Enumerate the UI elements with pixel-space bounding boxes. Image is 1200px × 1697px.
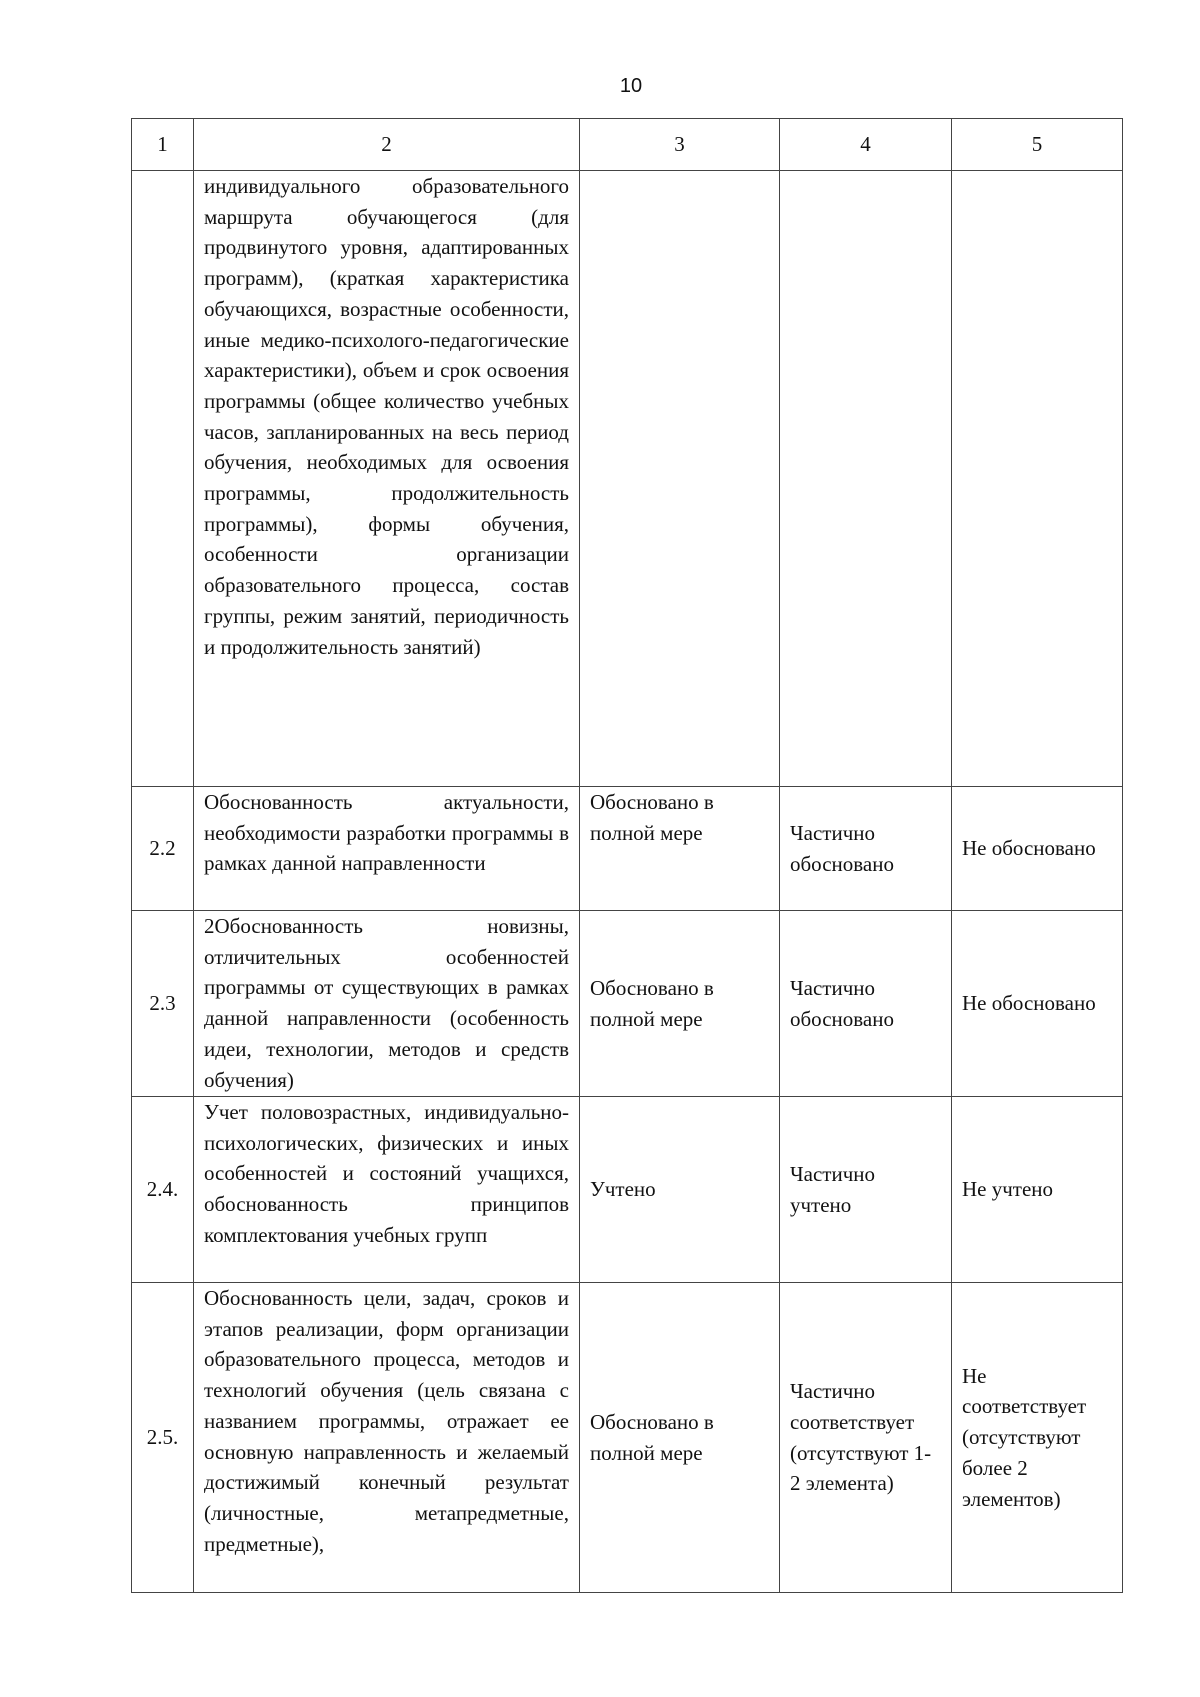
- page-number: 10: [619, 75, 643, 97]
- level-none: Не обосновано: [952, 911, 1123, 1097]
- row-number: 2.2: [132, 787, 194, 911]
- level-full: [580, 171, 780, 787]
- level-none: Не обосновано: [952, 787, 1123, 911]
- column-header-4: 4: [780, 119, 952, 171]
- table-header-row: [132, 119, 1123, 171]
- column-header-3: 3: [580, 119, 780, 171]
- column-header-1: 1: [132, 119, 194, 171]
- row-number: 2.3: [132, 911, 194, 1097]
- criterion-text: Обоснованность цели, задач, сроков и этапов реализации, форм организации образовательного процесса, методов и технологий обучения (цель связана с названием программы, отражает ее основную направленность и желаемый достижимый конечный результат (личностные, метапредметные, предметные),: [194, 1283, 580, 1593]
- level-full: Обосновано в полной мере: [580, 787, 780, 911]
- criterion-text: индивидуального образовательного маршрута обучающегося (для продвинутого уровня, адаптированных программ), (краткая характеристика обучающихся, возрастные особенности, иные медико-психолого-педагогические характеристики), объем и срок освоения программы (общее количество учебных часов, запланированных на весь период обучения, необходимых для освоения программы, продолжительность программы), формы обучения, особенности организации образовательного процесса, состав группы, режим занятий, периодичность и продолжительность занятий): [194, 171, 580, 787]
- table-row: [132, 1283, 1123, 1593]
- column-header-2: 2: [194, 119, 580, 171]
- row-number: [132, 171, 194, 787]
- row-number: 2.5.: [132, 1283, 194, 1593]
- criterion-text: Учет половозрастных, индивидуально-психологических, физических и иных особенностей и состояний учащихся, обоснованность принципов комплектования учебных групп: [194, 1097, 580, 1283]
- table-row: [132, 911, 1123, 1097]
- level-full: Учтено: [580, 1097, 780, 1283]
- table-row: [132, 787, 1123, 911]
- level-none: Не учтено: [952, 1097, 1123, 1283]
- level-partial: Частично обосновано: [780, 787, 952, 911]
- level-partial: Частично соответствует (отсутствуют 1-2 элемента): [780, 1283, 952, 1593]
- level-none: Не соответствует (отсутствуют более 2 элементов): [952, 1283, 1123, 1593]
- level-partial: [780, 171, 952, 787]
- level-full: Обосновано в полной мере: [580, 911, 780, 1097]
- table-row-continuation: [132, 171, 1123, 787]
- criterion-text: 2Обоснованность новизны, отличительных особенностей программы от существующих в рамках данной направленности (особенность идеи, технологии, методов и средств обучения): [194, 911, 580, 1097]
- evaluation-table: [131, 118, 1123, 1593]
- level-full: Обосновано в полной мере: [580, 1283, 780, 1593]
- row-number: 2.4.: [132, 1097, 194, 1283]
- level-none: [952, 171, 1123, 787]
- column-header-5: 5: [952, 119, 1123, 171]
- level-partial: Частично обосновано: [780, 911, 952, 1097]
- criterion-text: Обоснованность актуальности, необходимости разработки программы в рамках данной направленности: [194, 787, 580, 911]
- level-partial: Частично учтено: [780, 1097, 952, 1283]
- table-row: [132, 1097, 1123, 1283]
